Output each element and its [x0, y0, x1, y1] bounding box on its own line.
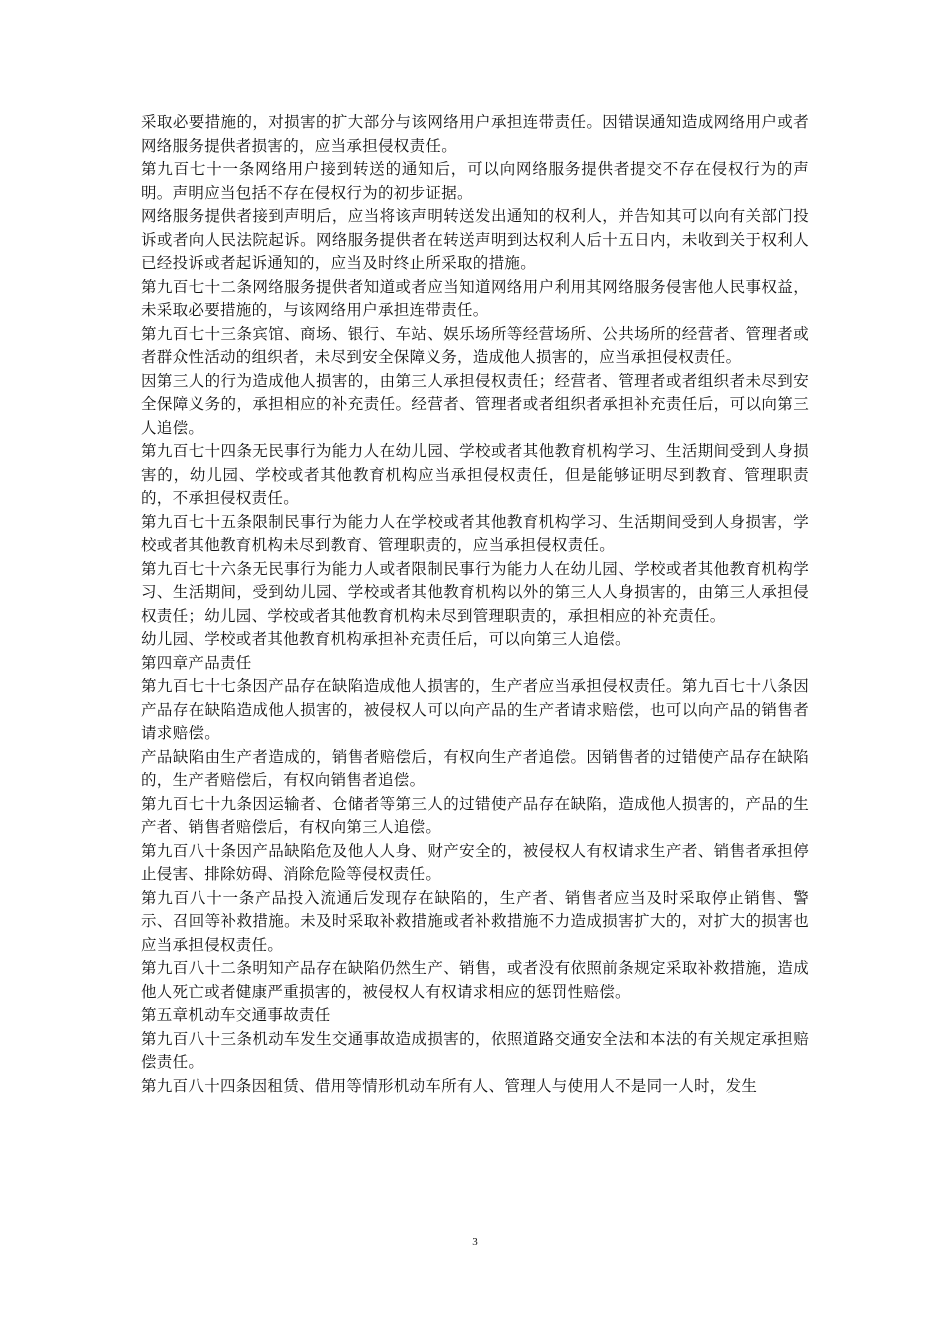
paragraph: 第九百八十四条因租赁、借用等情形机动车所有人、管理人与使用人不是同一人时，发生	[141, 1076, 758, 1095]
paragraph: 幼儿园、学校或者其他教育机构承担补充责任后，可以向第三人追偿。	[141, 630, 631, 648]
paragraph: 第九百七十四条无民事行为能力人在幼儿园、学校或者其他教育机构学习、生活期间受到人身损害的，幼儿园、学校或者其他教育机构应当承担侵权责任，但是能够证明尽到教育、管理职责的，不承担侵权责任。	[141, 442, 809, 507]
paragraph: 采取必要措施的，对损害的扩大部分与该网络用户承担连带责任。因错误通知造成网络用户或者网络服务提供者损害的，应当承担侵权责任。	[141, 113, 809, 155]
paragraph: 第九百八十二条明知产品存在缺陷仍然生产、销售，或者没有依照前条规定采取补救措施，造成他人死亡或者健康严重损害的，被侵权人有权请求相应的惩罚性赔偿。	[141, 959, 809, 1001]
page-number: 3	[472, 1236, 478, 1248]
chapter-heading: 第四章产品责任	[141, 653, 252, 672]
chapter-heading: 第五章机动车交通事故责任	[141, 1006, 331, 1024]
paragraph: 第九百七十三条宾馆、商场、银行、车站、娱乐场所等经营场所、公共场所的经营者、管理者或者群众性活动的组织者，未尽到安全保障义务，造成他人损害的，应当承担侵权责任。	[141, 324, 809, 366]
paragraph: 第九百七十七条因产品存在缺陷造成他人损害的，生产者应当承担侵权责任。第九百七十八条因产品存在缺陷造成他人损害的，被侵权人可以向产品的生产者请求赔偿，也可以向产品的销售者请求赔偿。	[141, 677, 809, 742]
paragraph: 第九百八十一条产品投入流通后发现存在缺陷的，生产者、销售者应当及时采取停止销售、警示、召回等补救措施。未及时采取补救措施或者补救措施不力造成损害扩大的，对扩大的损害也应当承担侵权责任。	[141, 888, 809, 954]
document-body	[141, 111, 809, 1098]
paragraph: 第九百八十条因产品缺陷危及他人人身、财产安全的，被侵权人有权请求生产者、销售者承担停止侵害、排除妨碍、消除危险等侵权责任。	[141, 841, 809, 883]
paragraph: 产品缺陷由生产者造成的，销售者赔偿后，有权向生产者追偿。因销售者的过错使产品存在缺陷的，生产者赔偿后，有权向销售者追偿。	[141, 747, 809, 789]
paragraph: 第九百七十二条网络服务提供者知道或者应当知道网络用户利用其网络服务侵害他人民事权益，未采取必要措施的，与该网络用户承担连带责任。	[141, 277, 809, 319]
paragraph: 第九百八十三条机动车发生交通事故造成损害的，依照道路交通安全法和本法的有关规定承担赔偿责任。	[141, 1029, 809, 1071]
paragraph: 因第三人的行为造成他人损害的，由第三人承担侵权责任；经营者、管理者或者组织者未尽到安全保障义务的，承担相应的补充责任。经营者、管理者或者组织者承担补充责任后，可以向第三人追偿。	[141, 371, 809, 437]
paragraph: 第九百七十六条无民事行为能力人或者限制民事行为能力人在幼儿园、学校或者其他教育机构学习、生活期间，受到幼儿园、学校或者其他教育机构以外的第三人人身损害的，由第三人承担侵权责任；幼儿园、学校或者其他教育机构未尽到管理职责的，承担相应的补充责任。	[141, 559, 809, 625]
paragraph: 第九百七十五条限制民事行为能力人在学校或者其他教育机构学习、生活期间受到人身损害，学校或者其他教育机构未尽到教育、管理职责的，应当承担侵权责任。	[141, 512, 809, 554]
paragraph: 第九百七十九条因运输者、仓储者等第三人的过错使产品存在缺陷，造成他人损害的，产品的生产者、销售者赔偿后，有权向第三人追偿。	[141, 794, 809, 836]
paragraph: 第九百七十一条网络用户接到转送的通知后，可以向网络服务提供者提交不存在侵权行为的声明。声明应当包括不存在侵权行为的初步证据。	[141, 160, 809, 202]
paragraph: 网络服务提供者接到声明后，应当将该声明转送发出通知的权利人，并告知其可以向有关部门投诉或者向人民法院起诉。网络服务提供者在转送声明到达权利人后十五日内，未收到关于权利人已经投诉或者起诉通知的，应当及时终止所采取的措施。	[141, 207, 809, 272]
